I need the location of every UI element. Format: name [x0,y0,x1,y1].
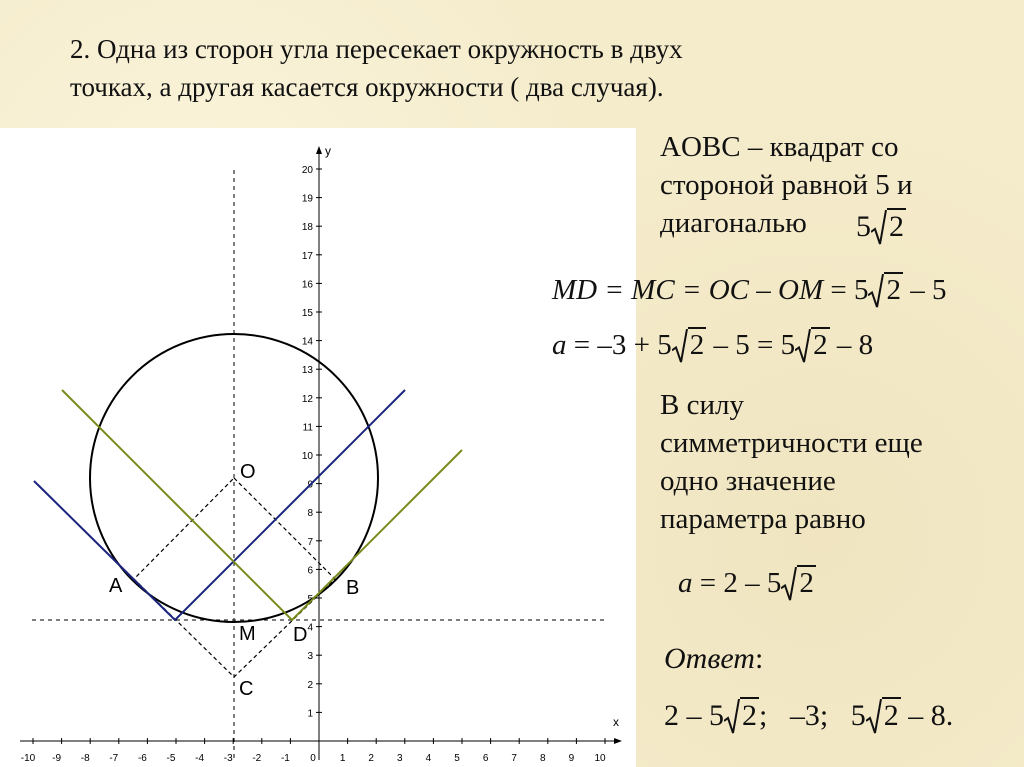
eq3-rad: 2 [799,567,814,599]
diag-rad: 2 [889,210,904,243]
diagonal-value [856,208,906,244]
eq1-eq: = [830,274,847,306]
answer-colon: : [754,642,764,675]
answer-values [664,697,953,733]
eq3-var: a [678,567,693,599]
y-tick-label: 10 [301,451,313,462]
equation-a-second [678,565,816,600]
eq1-lhs: MD = MC = OC – OM [552,274,824,306]
x-tick-label: 2 [368,753,374,764]
y-tick-label: 3 [307,651,313,663]
eq2-sqrt-1 [672,327,707,362]
x-tick-label: -6 [137,753,147,764]
eq2-sqrt-2 [795,327,830,362]
text2-line-4: параметра равно [660,503,866,535]
y-tick-label: 12 [301,393,313,405]
y-axis-label: y [325,144,331,158]
answer-part-1: 2 – 5 [664,699,724,732]
eq3-sqrt [781,565,816,600]
eq2-mid: – 5 = 5 [713,329,796,361]
y-tick-label: 11 [302,422,313,434]
point-c-label: C [239,678,254,700]
x-tick-label: 5 [454,753,460,764]
y-tick-label: 8 [307,508,313,520]
y-tick-label: 16 [301,279,313,291]
answer-part-2: –3; [789,699,829,732]
x-axis-arrow [614,738,622,744]
text2-line-2: симметричности еще [660,427,923,459]
eq2-tail: – 8 [836,329,874,361]
eq3-lhs: = 2 – 5 [699,567,782,599]
y-tick-label: 20 [301,165,313,176]
text1-line-3: диагональю [660,207,807,239]
point-m-label: M [239,623,256,645]
x-tick-label: -8 [80,753,90,764]
point-b-label: B [346,577,360,599]
y-tick-label: 1 [307,708,313,720]
y-tick-label: 14 [301,336,313,348]
axis-ticks [21,165,606,764]
eq2-rad-1: 2 [689,329,705,361]
answer-sep-1: ; [759,699,768,732]
diag-sqrt [871,208,906,244]
text2-line-1: В силу [660,389,744,421]
x-tick-label: 3 [397,753,403,764]
diag-coef: 5 [856,210,871,243]
answer-rad-3: 2 [883,699,899,732]
x-tick-label: -3 [223,753,233,764]
answer-label-text: Ответ [664,642,755,675]
point-d-label: D [293,624,308,646]
x-tick-label: 7 [511,753,517,764]
x-tick-label: 0 [310,753,316,764]
symmetry-text [660,386,923,538]
x-axis-label: x [613,715,619,729]
y-tick-label: 2 [307,679,313,691]
answer-sqrt-3 [866,697,901,733]
x-tick-label: 4 [425,753,432,764]
x-tick-label: -1 [280,753,290,764]
eq2-lhs: = –3 + 5 [573,329,672,361]
x-tick-label: -10 [20,753,36,764]
y-tick-label: 9 [307,479,313,491]
point-a-label: A [109,575,123,597]
y-tick-label: 19 [301,193,313,205]
x-tick-label: -5 [166,753,176,764]
x-tick-label: -7 [109,753,119,764]
text1-line-2: стороной равной 5 и [660,169,913,201]
y-tick-label: 4 [307,622,313,634]
x-tick-label: 9 [568,753,575,764]
answer-rad-1: 2 [742,699,757,732]
x-tick-label: -2 [252,753,262,764]
eq1-sqrt [868,272,903,307]
heading-line-2: точках, а другая касается окружности ( два случая). [70,72,664,102]
x-tick-label: 6 [482,753,489,764]
y-axis-arrow [316,146,322,154]
eq2-var: a [552,329,567,361]
y-tick-label: 13 [301,365,313,377]
eq2-rad-2: 2 [813,329,828,361]
x-tick-label: -9 [52,753,62,764]
x-tick-label: 8 [540,753,546,764]
eq1-coef: 5 [853,274,869,306]
text1-line-1: AOBC – квадрат со [660,131,899,163]
y-tick-label: 18 [301,222,313,234]
x-tick-label: 1 [339,753,346,764]
answer-label [664,642,763,676]
problem-heading [70,30,970,106]
x-tick-label: 10 [594,753,606,764]
eq1-rad: 2 [886,274,901,306]
text2-line-3: одно значение [660,465,836,497]
answer-part-4: – 8. [908,699,954,732]
point-o-label: O [240,461,256,483]
equation-md [552,272,946,307]
y-tick-label: 5 [307,594,313,605]
heading-line-1: 2. Одна из сторон угла пересекает окружность в двух [70,34,683,64]
answer-sqrt-1 [724,697,759,733]
coordinate-graph [0,128,636,767]
eq1-tail: – 5 [910,274,947,306]
y-tick-label: 15 [301,308,313,319]
x-tick-label: -4 [195,753,205,764]
y-tick-label: 6 [307,565,313,577]
equation-a [552,327,873,362]
answer-part-3: 5 [850,699,866,732]
y-tick-label: 7 [307,536,313,548]
y-tick-label: 17 [301,250,313,262]
